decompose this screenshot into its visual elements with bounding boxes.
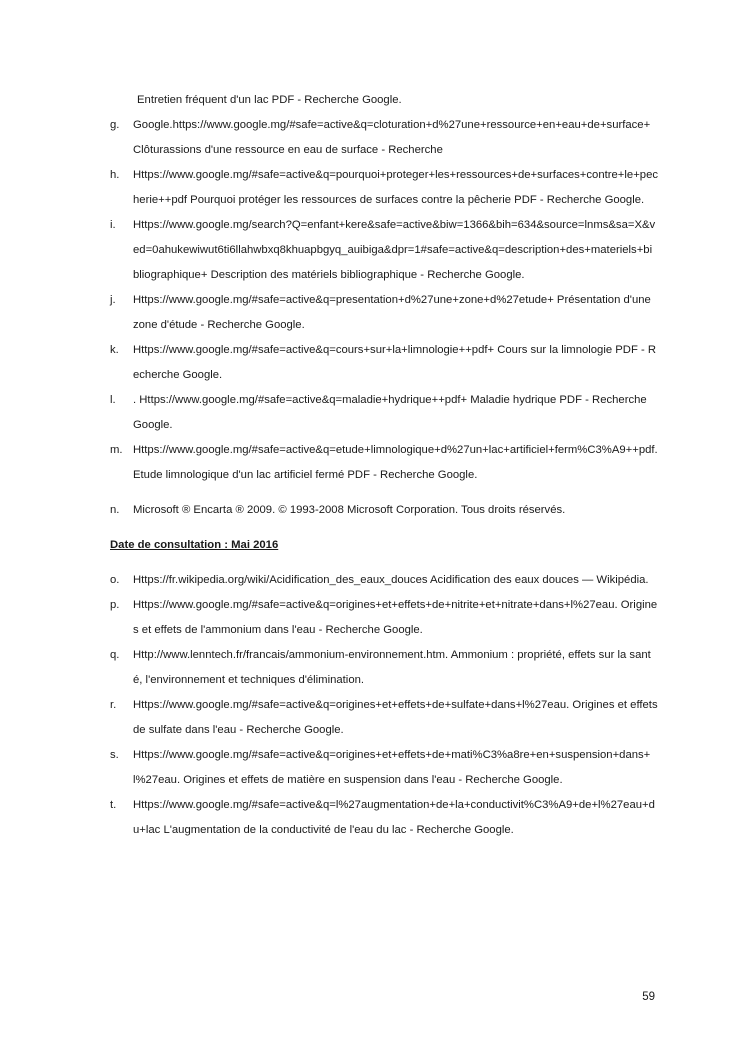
reference-item-i bbox=[110, 213, 658, 288]
reference-item-o bbox=[110, 568, 658, 593]
reference-item-q bbox=[110, 643, 658, 693]
reference-text: Https://fr.wikipedia.org/wiki/Acidification_des_eaux_douces Acidification des eaux douces — Wikipédia. bbox=[133, 574, 649, 586]
reference-item-m bbox=[110, 438, 658, 488]
reference-item-p bbox=[110, 593, 658, 643]
reference-text: Https://www.google.mg/#safe=active&q=cours+sur+la+limnologie++pdf+ Cours sur la limnologie PDF - Recherche Google. bbox=[133, 344, 657, 381]
reference-list bbox=[110, 88, 658, 843]
reference-item-k bbox=[110, 338, 658, 388]
reference-text: Https://www.google.mg/#safe=active&q=origines+et+effets+de+nitrite+et+nitrate+dans+l%27eau. Origines et effets de l'ammonium dans l'eau - Recherche Google. bbox=[133, 599, 658, 636]
reference-letter: r. bbox=[110, 699, 117, 711]
reference-text: Microsoft ® Encarta ® 2009. © 1993-2008 Microsoft Corporation. Tous droits réservés. bbox=[133, 504, 566, 516]
reference-letter: s. bbox=[110, 749, 119, 761]
page-number: 59 bbox=[642, 991, 655, 1003]
reference-item-r bbox=[110, 693, 658, 743]
reference-text: Https://www.google.mg/search?Q=enfant+kere&safe=active&biw=1366&bih=634&source=lnms&sa=X&ved=0ahukewiwut6ti6llahwbxq8khuapbgyq_auibiga&dpr=1#safe=active&q=description+des+materiels+bibliographique+ Description des matériels bibliographique - Recherche Google. bbox=[133, 219, 656, 281]
reference-text: . Https://www.google.mg/#safe=active&q=maladie+hydrique++pdf+ Maladie hydrique PDF - Recherche Google. bbox=[133, 394, 647, 431]
reference-letter: t. bbox=[110, 799, 117, 811]
reference-letter: g. bbox=[110, 119, 120, 131]
reference-text: Http://www.lenntech.fr/francais/ammonium-environnement.htm. Ammonium : propriété, effets sur la santé, l'environnement et techniques d'élimination. bbox=[133, 649, 651, 686]
reference-text: Https://www.google.mg/#safe=active&q=origines+et+effets+de+mati%C3%a8re+en+suspension+dans+l%27eau. Origines et effets de matière en suspension dans l'eau - Recherche Google. bbox=[133, 749, 651, 786]
reference-letter: q. bbox=[110, 649, 120, 661]
reference-text: Https://www.google.mg/#safe=active&q=origines+et+effets+de+sulfate+dans+l%27eau. Origines et effets de sulfate dans l'eau - Recherche Google. bbox=[133, 699, 658, 736]
reference-text: Https://www.google.mg/#safe=active&q=pourquoi+proteger+les+ressources+de+surfaces+contre+le+pecherie++pdf Pourquoi protéger les ressources de surfaces contre la pêcherie PDF - Recherche Google. bbox=[133, 169, 659, 206]
reference-item-l bbox=[110, 388, 658, 438]
reference-text: Entretien fréquent d'un lac PDF - Recherche Google. bbox=[137, 94, 402, 106]
reference-item-g bbox=[110, 113, 658, 163]
reference-continuation bbox=[110, 88, 658, 113]
reference-letter: k. bbox=[110, 344, 119, 356]
reference-item-t bbox=[110, 793, 658, 843]
section-heading: Date de consultation : Mai 2016 bbox=[110, 539, 279, 551]
reference-letter: h. bbox=[110, 169, 120, 181]
reference-item-h bbox=[110, 163, 658, 213]
reference-letter: n. bbox=[110, 504, 120, 516]
reference-item-n bbox=[110, 498, 658, 523]
reference-item-j bbox=[110, 288, 658, 338]
reference-letter: j. bbox=[110, 294, 116, 306]
reference-item-s bbox=[110, 743, 658, 793]
reference-text: Https://www.google.mg/#safe=active&q=etude+limnologique+d%27un+lac+artificiel+ferm%C3%A9++pdf. Etude limnologique d'un lac artificiel fermé PDF - Recherche Google. bbox=[133, 444, 658, 481]
reference-text: Https://www.google.mg/#safe=active&q=presentation+d%27une+zone+d%27etude+ Présentation d'une zone d'étude - Recherche Google. bbox=[133, 294, 651, 331]
reference-letter: l. bbox=[110, 394, 116, 406]
reference-text: Https://www.google.mg/#safe=active&q=l%27augmentation+de+la+conductivit%C3%A9+de+l%27eau+du+lac L'augmentation de la conductivité de l'eau du lac - Recherche Google. bbox=[133, 799, 655, 836]
reference-text: Google.https://www.google.mg/#safe=active&q=cloturation+d%27une+ressource+en+eau+de+surface+ Clôturassions d'une ressource en eau de surface - Recherche bbox=[133, 119, 651, 156]
reference-letter: i. bbox=[110, 219, 116, 231]
reference-letter: m. bbox=[110, 444, 123, 456]
reference-letter: p. bbox=[110, 599, 120, 611]
reference-letter: o. bbox=[110, 574, 120, 586]
